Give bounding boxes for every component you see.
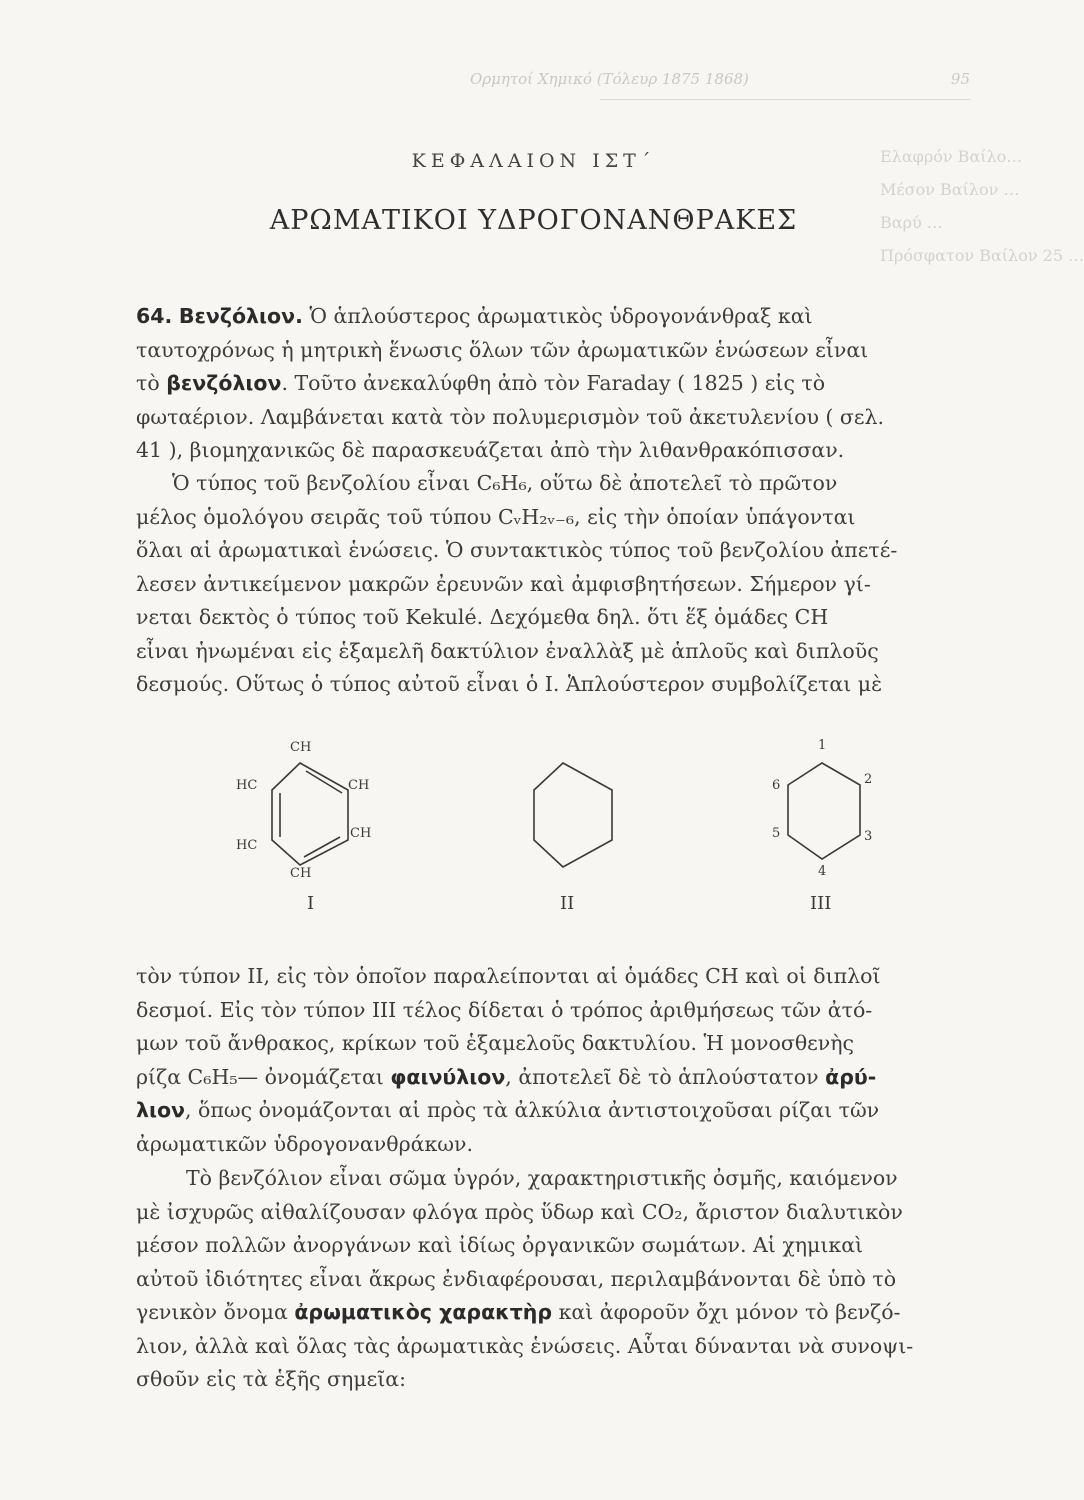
- bleed-page-number: 95: [950, 70, 970, 88]
- atom-label: HC: [236, 838, 258, 853]
- text-line: [136, 1094, 966, 1128]
- atom-number: 2: [864, 772, 873, 787]
- text-line: Τὸ βενζόλιον εἶναι σῶμα ὑγρόν, χαρακτηριστικῆς ὀσμῆς, καιόμενον: [186, 1166, 898, 1190]
- section-heading: Βενζόλιον.: [178, 304, 303, 328]
- kekule-ring: [272, 763, 348, 865]
- atom-label: CH: [348, 778, 370, 793]
- paragraph-formula: [136, 467, 966, 702]
- section-number: 64.: [136, 304, 173, 328]
- bold-term: ἀρύ-: [825, 1064, 877, 1089]
- text-run: γενικὸν ὄνομα: [136, 1300, 295, 1324]
- text-line: λεσεν ἀντικείμενον μακρῶν ἐρευνῶν καὶ ἀμφισβητήσεων. Σήμερον γί-: [136, 571, 871, 596]
- text-line: δεσμούς. Οὕτως ὁ τύπος αὐτοῦ εἶναι ὁ I. Ἁπλούστερον συμβολίζεται μὲ: [136, 672, 883, 696]
- paragraph-formulas-explained: [136, 960, 966, 1161]
- paragraph-properties: [136, 1162, 966, 1397]
- text-run: , ὅπως ὀνομάζονται αἱ πρὸς τὰ ἀλκύλια ἀντιστοιχοῦσαι ρίζαι τῶν: [185, 1098, 880, 1122]
- text-line: ἀρωματικῶν ὑδρογονανθράκων.: [136, 1131, 473, 1156]
- figure-numbered: [772, 738, 872, 914]
- bold-term: βενζόλιον: [166, 371, 282, 395]
- text-line: εἶναι ἡνωμέναι εἰς ἑξαμελῆ δακτύλιον ἐναλλὰξ μὲ ἁπλοῦς καὶ διπλοῦς: [136, 638, 879, 663]
- text-run: . Τοῦτο ἀνεκαλύφθη ἀπὸ τὸν Faraday ( 1825 ) εἰς τὸ: [281, 371, 826, 395]
- text-line: 41 ), βιομηχανικῶς δὲ παρασκευάζεται ἀπὸ τὴν λιθανθρακόπισσαν.: [136, 438, 845, 462]
- figure-label: III: [810, 893, 832, 914]
- bleed-header-text: Ορμητοί Χημικό (Τόλευρ 1875 1868): [470, 70, 749, 88]
- text-line: ταυτοχρόνως ἡ μητρικὴ ἕνωσις ὅλων τῶν ἀρωματικῶν ἑνώσεων εἶναι: [136, 337, 869, 362]
- numbered-ring: [788, 763, 860, 859]
- text-line: [136, 1296, 966, 1330]
- text-line: τὸν τύπον II, εἰς τὸν ὁποῖον παραλείπονται αἱ ὁμάδες CH καὶ οἱ διπλοῖ: [136, 964, 881, 988]
- atom-number: 1: [818, 738, 827, 753]
- bold-term: λιον: [136, 1098, 186, 1122]
- text-line: σθοῦν εἰς τὰ ἑξῆς σημεῖα:: [136, 1367, 407, 1391]
- figure-label: I: [307, 893, 315, 914]
- chapter-label: ΚΕΦΑΛΑΙΟΝ ΙΣΤ΄: [411, 150, 656, 172]
- atom-label: CH: [290, 740, 312, 755]
- figure-kekule: [236, 740, 371, 914]
- atom-number: 3: [864, 829, 873, 844]
- chapter-title: ΑΡΩΜΑΤΙΚΟΙ ΥΔΡΟΓΟΝΑΝΘΡΑΚΕΣ: [269, 205, 798, 236]
- paragraph-benzene-intro: [136, 300, 966, 468]
- text-line: [136, 300, 966, 334]
- atom-label: CH: [290, 866, 312, 881]
- atom-label: HC: [236, 778, 258, 793]
- text-line: νεται δεκτὸς ὁ τύπος τοῦ Kekulé. Δεχόμεθα δηλ. ὅτι ἕξ ὁμάδες CH: [136, 605, 829, 629]
- atom-number: 4: [818, 864, 827, 879]
- text-line: μων τοῦ ἄνθρακος, κρίκων τοῦ ἑξαμελοῦς δακτυλίου. Ἡ μονοσθενὴς: [136, 1031, 855, 1055]
- hexagon-ring: [534, 763, 612, 867]
- figure-label: II: [560, 893, 575, 914]
- double-bond: [306, 771, 342, 793]
- bleed-through-header: [470, 70, 1030, 92]
- bleed-line: Πρόσφατον Βαίλον 25 …: [880, 246, 1084, 265]
- text-line: λιον, ἀλλὰ καὶ ὅλας τὰς ἀρωματικὰς ἑνώσεις. Αὗται δύνανται νὰ συνοψι-: [136, 1333, 914, 1358]
- text-line: [136, 367, 966, 401]
- atom-label: CH: [350, 826, 372, 841]
- text-line: [136, 1061, 966, 1095]
- text-run: τὸ: [136, 371, 167, 395]
- bold-term: ἀρωματικὸς χαρακτὴρ: [294, 1300, 553, 1324]
- bleed-line: Ελαφρόν Βαίλο…: [880, 147, 1023, 166]
- text-run: ρίζα C₆H₅— ὀνομάζεται: [136, 1064, 391, 1089]
- text-line: φωταέριον. Λαμβάνεται κατὰ τὸν πολυμερισμὸν τοῦ ἀκετυλενίου ( σελ.: [136, 404, 885, 429]
- text-line: μὲ ἰσχυρῶς αἰθαλίζουσαν φλόγα πρὸς ὕδωρ καὶ CO₂, ἄριστον διαλυτικὸν: [136, 1199, 903, 1224]
- atom-number: 6: [772, 778, 781, 793]
- text-line: αὐτοῦ ἰδιότητες εἶναι ἄκρως ἐνδιαφέρουσαι, περιλαμβάνονται δὲ ὑπὸ τὸ: [136, 1266, 897, 1291]
- text-run: καὶ ἀφοροῦν ὄχι μόνον τὸ βενζό-: [552, 1300, 901, 1324]
- bleed-rule: [600, 99, 970, 100]
- text-line: μέλος ὁμολόγου σειρᾶς τοῦ τύπου CᵥH₂ᵥ₋₆, εἰς τὴν ὁποίαν ὑπάγονται: [136, 504, 856, 529]
- text-run: , ἀποτελεῖ δὲ τὸ ἁπλούστατον: [505, 1064, 826, 1089]
- benzene-structure-figures: [220, 735, 920, 915]
- atom-number: 5: [772, 826, 781, 841]
- text-line: Ὁ τύπος τοῦ βενζολίου εἶναι C₆H₆, οὕτω δὲ ἀποτελεῖ τὸ πρῶτον: [172, 471, 838, 495]
- bleed-line: Βαρύ …: [880, 213, 943, 232]
- text-line: ὅλαι αἱ ἀρωματικαὶ ἑνώσεις. Ὁ συντακτικὸς τύπος τοῦ βενζολίου ἀπετέ-: [136, 538, 898, 562]
- text-line: μέσον πολλῶν ἀνοργάνων καὶ ἰδίως ὀργανικῶν σωμάτων. Αἱ χημικαὶ: [136, 1233, 864, 1257]
- text-line: δεσμοί. Εἰς τὸν τύπον III τέλος δίδεται ὁ τρόπος ἀριθμήσεως τῶν ἀτό-: [136, 997, 873, 1022]
- bold-term: φαινύλιον: [390, 1064, 506, 1089]
- bleed-line: Μέσον Βαίλον …: [880, 180, 1020, 199]
- figure-hexagon: [534, 763, 612, 914]
- text-run: Ὁ ἁπλούστερος ἀρωματικὸς ὑδρογονάνθραξ καὶ: [302, 304, 813, 328]
